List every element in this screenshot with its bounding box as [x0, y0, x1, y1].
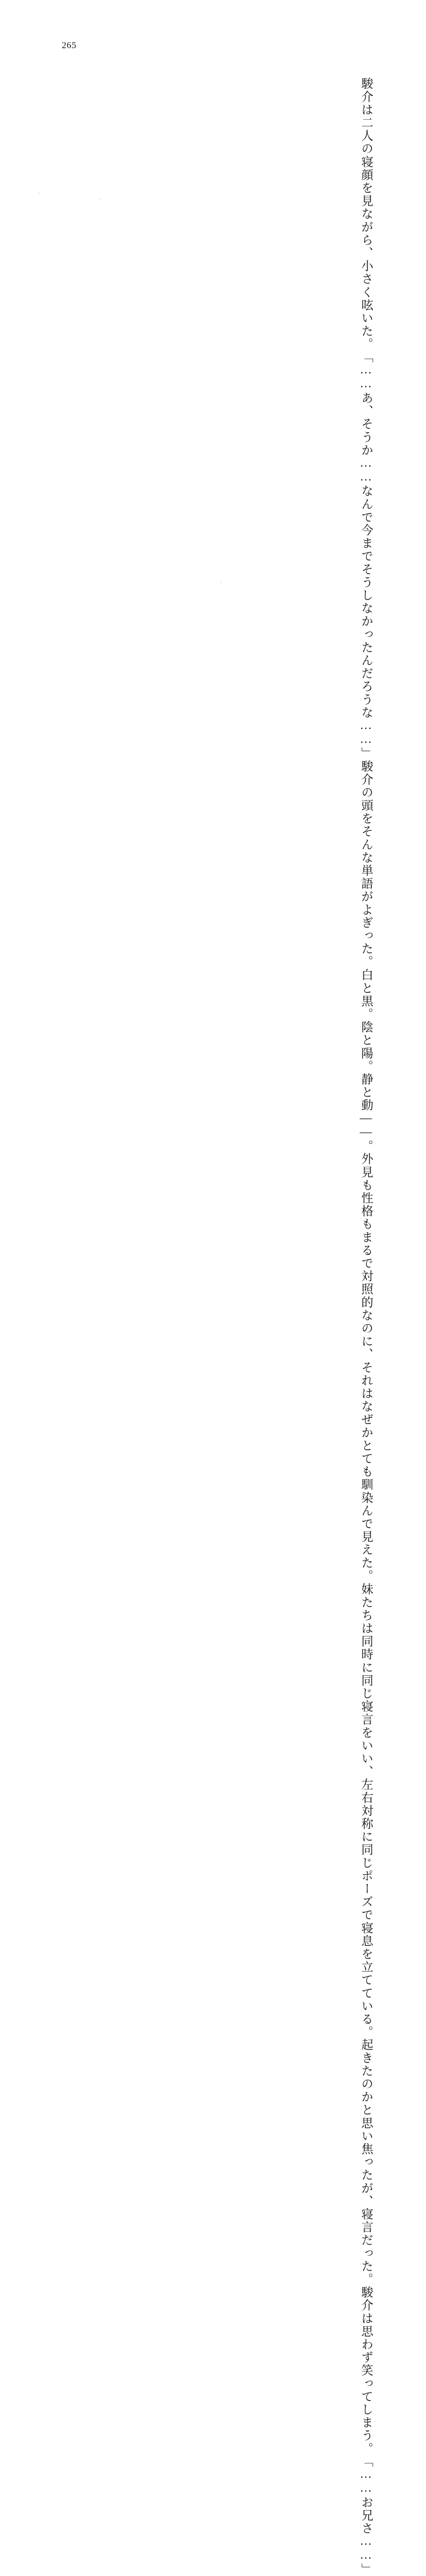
vertical-text-body: [353, 77, 378, 2576]
paper-speck-icon: [220, 581, 222, 583]
page-number: 265: [62, 41, 77, 51]
paper-speck-icon: [99, 199, 100, 200]
text-line: 外見も性格もまるで対照的なのに、それはなぜかとても馴染んで見えた。: [359, 1153, 372, 1583]
paper-speck-icon: [38, 193, 40, 194]
text-line: 「……お兄さ……」: [359, 2455, 372, 2576]
text-line: 白と黒。陰と陽。静と動――。: [359, 968, 372, 1153]
text-line: 駿介の頭をそんな単語がよぎった。: [359, 760, 372, 969]
text-line: 起きたのかと思い焦ったが、寝言だった。駿介は思わず笑ってしまう。: [359, 2038, 372, 2456]
text-line: 「……あ、そうか……なんで今までそうしなかったんだろうな……」: [359, 351, 372, 761]
text-line: 駿介は二人の寝顔を見ながら、小さく呟いた。: [359, 77, 372, 351]
text-line: 妹たちは同時に同じ寝言をいい、左右対称に同じポーズで寝息を立てている。: [359, 1582, 372, 2039]
